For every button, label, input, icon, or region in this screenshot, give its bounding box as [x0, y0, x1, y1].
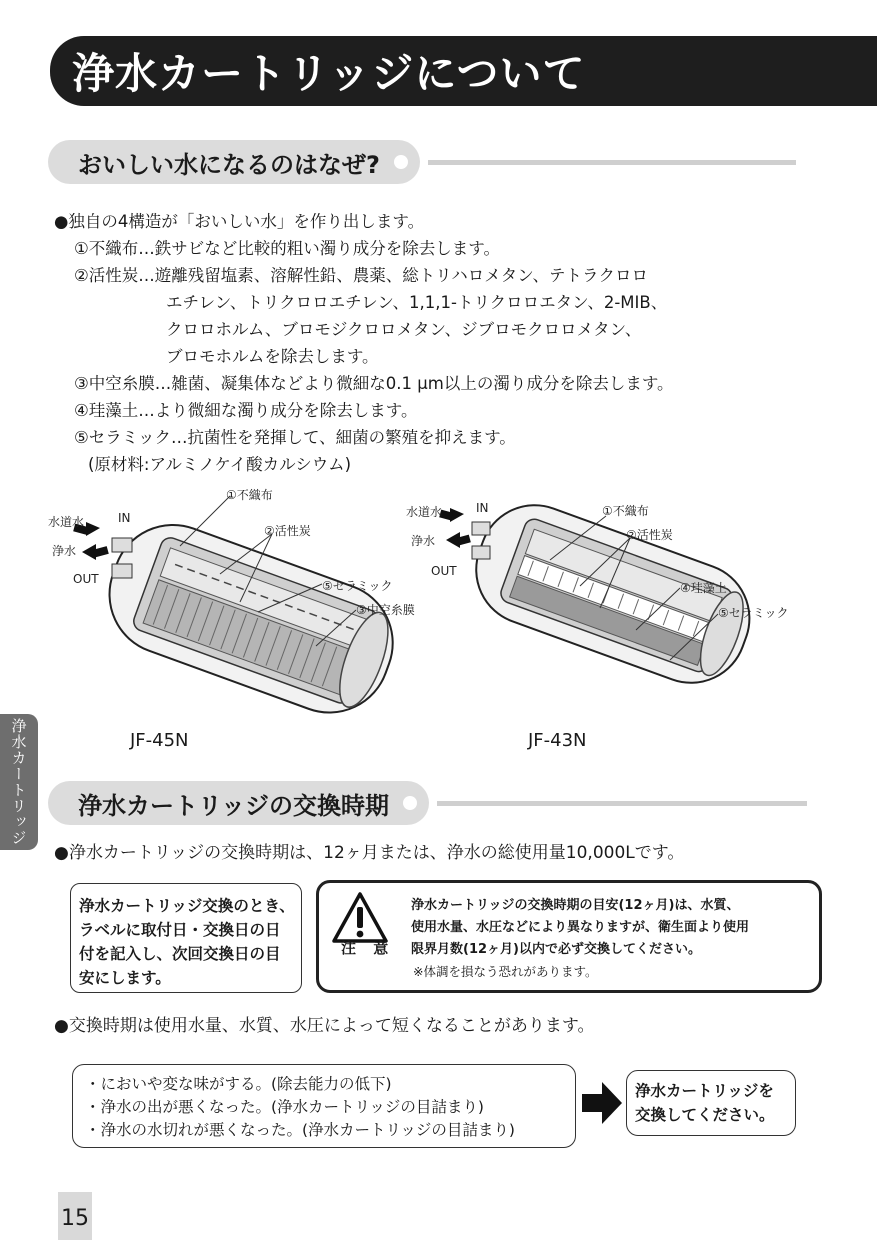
- label-hollow-fiber: ③中空糸膜: [356, 603, 415, 617]
- label-tap-water: 水道水: [48, 515, 85, 529]
- label-nonwoven: ①不織布: [602, 504, 649, 518]
- caution-box: [316, 880, 822, 993]
- dot-icon: [394, 155, 408, 169]
- page-number: 15: [58, 1192, 92, 1240]
- model-name: JF-45N: [130, 730, 189, 751]
- section-header-replacement: [48, 781, 807, 825]
- symptoms-box: [72, 1064, 576, 1148]
- note-line: 安にします。: [79, 969, 171, 987]
- label-nonwoven: ①不織布: [226, 488, 273, 502]
- label-out: OUT: [431, 564, 457, 578]
- replacement-note-box: [70, 883, 302, 993]
- replacement-lead: ●浄水カートリッジの交換時期は、12ヶ月または、浄水の総使用量10,000Lです。: [54, 843, 685, 863]
- note-line: ラベルに取付日・交換日の日: [79, 921, 281, 939]
- caution-line: 使用水量、水圧などにより異なりますが、衛生面より使用: [411, 920, 750, 935]
- note-line: 浄水カートリッジ交換のとき、: [79, 897, 295, 915]
- page-title-bar: [50, 36, 877, 106]
- label-ceramic: ⑤セラミック: [322, 579, 393, 593]
- list-item: (原材料:アルミノケイ酸カルシウム): [88, 455, 352, 474]
- arrow-right-icon: [580, 1080, 624, 1126]
- lead-text: ●独自の4構造が「おいしい水」を作り出します。: [54, 212, 425, 231]
- label-tap-water: 水道水: [406, 505, 443, 519]
- caution-line: 限界月数(12ヶ月)以内で必ず交換してください。: [411, 942, 701, 957]
- cartridge-diagram-jf43n: [400, 480, 830, 770]
- model-name: JF-43N: [528, 730, 587, 751]
- section-header-pill: [48, 140, 420, 184]
- list-item-continued: クロロホルム、ブロモジクロロメタン、ジブロモクロロメタン、: [166, 320, 642, 339]
- label-out: OUT: [73, 572, 99, 586]
- section-heading: おいしい水になるのはなぜ?: [78, 150, 380, 179]
- section-heading: 浄水カートリッジの交換時期: [78, 791, 390, 820]
- page-title: 浄水カートリッジについて: [72, 49, 586, 98]
- section-rule: [437, 801, 807, 806]
- label-in: IN: [118, 511, 131, 525]
- caution-label: 注 意: [341, 939, 395, 957]
- label-clean-water: 浄水: [411, 534, 436, 548]
- list-item-continued: エチレン、トリクロロエチレン、1,1,1-トリクロロエタン、2-MIB、: [166, 293, 668, 312]
- label-ceramic: ⑤セラミック: [718, 606, 789, 620]
- caution-footnote: ※体調を損なう恐れがあります。: [413, 964, 598, 979]
- symptom-item: ・においや変な味がする。(除去能力の低下): [85, 1075, 392, 1093]
- label-in: IN: [476, 501, 489, 515]
- replace-instruction-box: [626, 1070, 796, 1136]
- symptom-item: ・浄水の水切れが悪くなった。(浄水カートリッジの目詰まり): [85, 1121, 515, 1139]
- caution-line: 浄水カートリッジの交換時期の目安(12ヶ月)は、水質、: [411, 898, 740, 913]
- cartridge-jf43n-illustration: [400, 480, 830, 770]
- list-item: ①不織布…鉄サビなど比較的粗い濁り成分を除去します。: [74, 239, 500, 258]
- note-line: 付を記入し、次回交換日の目: [79, 945, 281, 963]
- list-item: ⑤セラミック…抗菌性を発揮して、細菌の繁殖を抑えます。: [74, 428, 516, 447]
- side-tab-cartridge: 浄水カートリッジ: [0, 714, 38, 850]
- section-header-pill: [48, 781, 429, 825]
- symptom-item: ・浄水の出が悪くなった。(浄水カートリッジの目詰まり): [85, 1098, 484, 1116]
- label-clean-water: 浄水: [52, 544, 77, 558]
- list-item: ②活性炭…遊離残留塩素、溶解性鉛、農薬、総トリハロメタン、テトラクロロ: [74, 266, 648, 285]
- section-rule: [428, 160, 796, 165]
- list-item-continued: ブロモホルムを除去します。: [166, 347, 379, 366]
- shortened-period-note: ●交換時期は使用水量、水質、水圧によって短くなることがあります。: [54, 1016, 595, 1036]
- section1-text: [54, 208, 674, 478]
- label-diatomaceous-earth: ④珪藻土: [680, 581, 727, 595]
- list-item: ④珪藻土…より微細な濁り成分を除去します。: [74, 401, 418, 420]
- list-item: ③中空糸膜…雑菌、凝集体などより微細な0.1 μm以上の濁り成分を除去します。: [74, 374, 674, 393]
- section-header-why: [48, 140, 796, 184]
- replace-line: 交換してください。: [635, 1106, 775, 1124]
- label-activated-carbon: ②活性炭: [626, 528, 673, 542]
- dot-icon: [403, 796, 417, 810]
- cartridge-diagram-jf45n: [0, 480, 430, 770]
- replace-line: 浄水カートリッジを: [635, 1082, 774, 1100]
- label-activated-carbon: ②活性炭: [264, 524, 311, 538]
